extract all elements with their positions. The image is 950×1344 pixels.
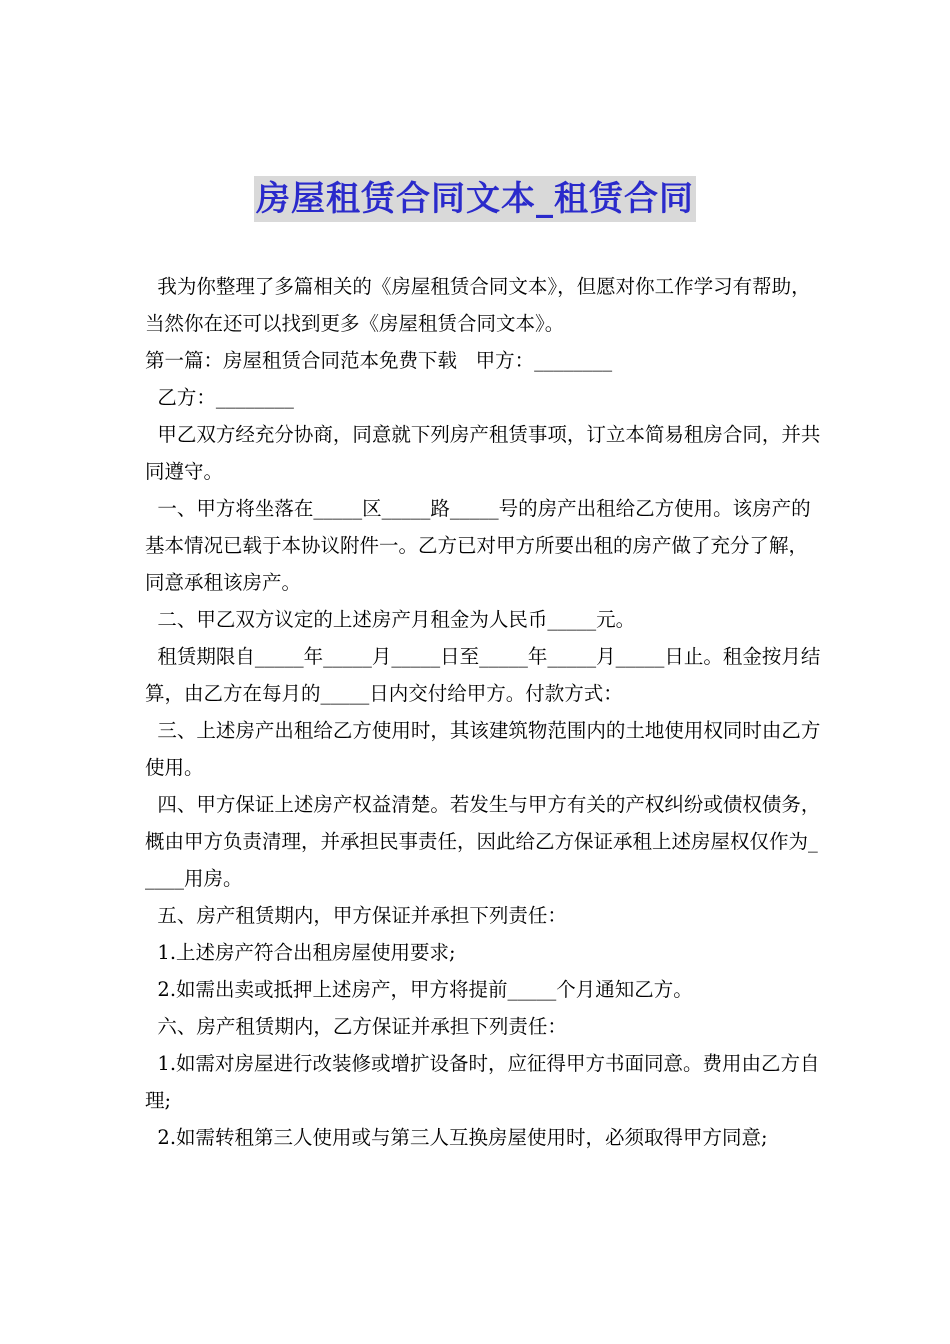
paragraph-clause-2: 二、甲乙双方议定的上述房产月租金为人民币_____元。 <box>145 608 636 631</box>
paragraph-clause-3: 三、上述房产出租给乙方使用时，其该建筑物范围内的土地使用权同时由乙方使用。 <box>145 719 821 779</box>
paragraph-section-heading: 第一篇：房屋租赁合同范本免费下载 甲方：________ <box>145 349 613 372</box>
paragraph-clause-5-item-1: 1.上述房产符合出租房屋使用要求; <box>145 941 456 964</box>
paragraph-clause-5: 五、房产租赁期内，甲方保证并承担下列责任： <box>145 904 567 927</box>
paragraph-clause-6-item-2: 2.如需转租第三人使用或与第三人互换房屋使用时，必须取得甲方同意; <box>145 1126 768 1149</box>
document-title: 房屋租赁合同文本_租赁合同 <box>254 176 696 222</box>
paragraph-clause-4: 四、甲方保证上述房产权益清楚。若发生与甲方有关的产权纠纷或债权债务，概由甲方负责清理，并承担民事责任，因此给乙方保证承租上述房屋权仅作为_____用房。 <box>145 793 821 890</box>
paragraph-party-b: 乙方：________ <box>145 386 294 409</box>
paragraph-agreement: 甲乙双方经充分协商，同意就下列房产租赁事项，订立本简易租房合同，并共同遵守。 <box>145 423 821 483</box>
paragraph-lease-term: 租赁期限自_____年_____月_____日至_____年_____月_____日止。租金按月结算，由乙方在每月的_____日内交付给甲方。付款方式： <box>145 645 821 705</box>
title-area <box>0 176 950 222</box>
paragraph-clause-6-item-1: 1.如需对房屋进行改装修或增扩设备时，应征得甲方书面同意。费用由乙方自理; <box>145 1052 820 1112</box>
paragraph-intro: 我为你整理了多篇相关的《房屋租赁合同文本》，但愿对你工作学习有帮助，当然你在还可以找到更多《房屋租赁合同文本》。 <box>145 275 811 335</box>
paragraph-clause-6: 六、房产租赁期内，乙方保证并承担下列责任： <box>145 1015 567 1038</box>
paragraph-clause-5-item-2: 2.如需出卖或抵押上述房产，甲方将提前_____个月通知乙方。 <box>145 978 693 1001</box>
paragraph-clause-1: 一、甲方将坐落在_____区_____路_____号的房产出租给乙方使用。该房产的基本情况已载于本协议附件一。乙方已对甲方所要出租的房产做了充分了解，同意承租该房产。 <box>145 497 811 594</box>
document-body <box>145 268 825 1156</box>
